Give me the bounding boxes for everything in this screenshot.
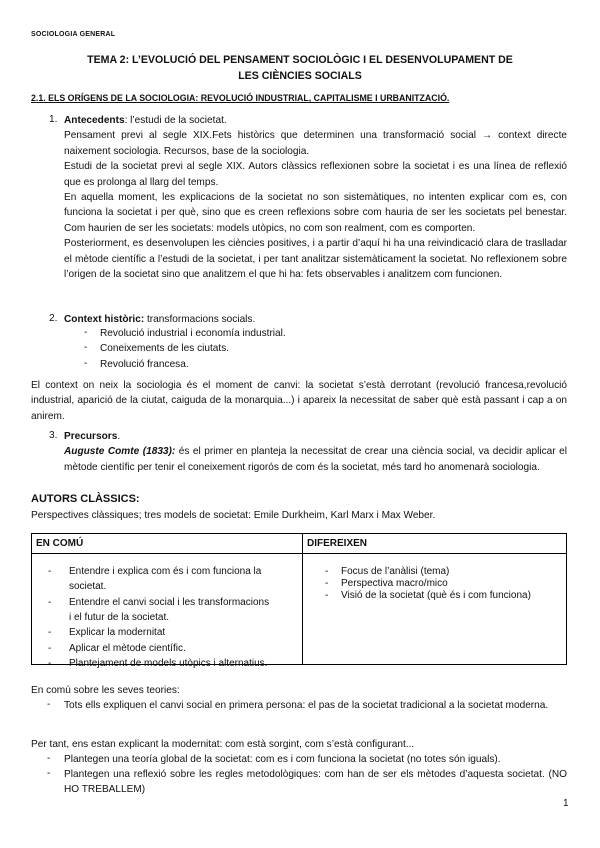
- item-2-label: Context històric:: [64, 314, 145, 325]
- bullet-dash: -: [325, 590, 329, 601]
- section-heading: 2.1. ELS ORÍGENS DE LA SOCIOLOGIA: REVOLUCIÓ INDUSTRIAL, CAPITALISME I URBANITZACIÓ.: [31, 93, 450, 103]
- item-1-paragraph: En aquella moment, les explicacions de la societat no son sistemàtiques, no intenten explicar com es, con funciona la societat i per què, sino que es creen reflexions sobre com hauria de ser les societats pel benestar. Com haurien de ser les societats: models utòpics, no com son realment, com es comporten.: [64, 192, 567, 234]
- table-list-item: Explicar la modernitat: [69, 627, 166, 638]
- item-2-number: 2.: [49, 313, 58, 324]
- bullet-dash: -: [48, 627, 52, 638]
- list-item: Revolució industrial i economía industrial.: [100, 328, 286, 339]
- table-list-item: Entendre el canvi social i les transformacions: [69, 597, 270, 608]
- item-1-paragraph: Estudi de la societat previ al segle XIX. Autors clàssics reflexionen sobre la societat i es una línea de reflexió que es prolonga al llarg del temps.: [64, 161, 567, 188]
- page-number: 1: [563, 798, 569, 809]
- bullet-dash: -: [84, 342, 88, 353]
- bullet-dash: -: [47, 753, 51, 764]
- comparison-table: [31, 533, 567, 669]
- bullet-dash: -: [48, 658, 52, 669]
- page-title: [60, 52, 540, 84]
- common-bullet: Tots ells expliquen el canvi social en primera persona: el pas de la societat tradicional a la societat moderna.: [64, 700, 549, 711]
- bullet-dash: -: [47, 699, 51, 710]
- table-header-differ: DIFEREIXEN: [303, 534, 567, 554]
- table-list-item: Focus de l’anàlisi (tema): [341, 566, 450, 577]
- item-2-label-rest: transformacions socials.: [144, 314, 256, 325]
- item-1-number: 1.: [49, 114, 58, 125]
- table-cell-common: [32, 554, 303, 669]
- table-list-item: Plantejament de models utòpics i alternatius.: [69, 658, 268, 669]
- item-3-text: és el primer en planteja la necessitat de crear una ciència social, va decidir aplicar el mètode científic per tenir el coneixement rigorós de com és la societat, més tard ho anomenarà sociologia.: [64, 446, 567, 473]
- item-3-label: Precursors: [64, 431, 118, 442]
- table-list-item: societat.: [69, 581, 107, 592]
- item-1-paragraph: Pensament previ al segle XIX.Fets històrics que determinen una transformació social → context directe naixement sociologia. Recursos, base de la sociologia.: [64, 130, 567, 157]
- item-3-block: [64, 429, 567, 475]
- bullet-dash: -: [48, 643, 52, 654]
- table-header-common: EN COMÚ: [32, 534, 303, 554]
- therefore-bullet: Plantegen una teoría global de la societat: com es i com funciona la societat (no totes són iguals).: [64, 754, 501, 765]
- authors-intro: Perspectives clàssiques; tres models de societat: Emile Durkheim, Karl Marx i Max Weber.: [31, 510, 436, 521]
- table-list-item: Aplicar el mètode científic.: [69, 643, 186, 654]
- bullet-dash: -: [48, 597, 52, 608]
- item-3-label-rest: .: [117, 431, 121, 442]
- bullet-dash: -: [47, 768, 51, 779]
- authors-heading: AUTORS CLÀSSICS:: [31, 493, 140, 505]
- list-item: Coneixements de les ciutats.: [100, 343, 230, 354]
- bullet-dash: -: [48, 566, 52, 577]
- common-intro: En comú sobre les seves teories:: [31, 685, 180, 696]
- item-1-block: [64, 113, 567, 282]
- therefore-bullet: Plantegen una reflexió sobre les regles metodològiques: com han de ser els mètodes d’aquesta societat. (NO HO TREBALLEM): [64, 769, 567, 796]
- bullet-dash: -: [325, 578, 329, 589]
- bullet-dash: -: [84, 327, 88, 338]
- bullet-dash: -: [325, 566, 329, 577]
- list-item: Revolució francesa.: [100, 359, 189, 370]
- table-list-item: i el futur de la societat.: [69, 612, 170, 623]
- item-1-paragraph: Posteriorment, es desenvolupen les ciències positives, i a partir d’aquí hi ha una reivindicació clara de traslladar el mètode científic a l’estudi de la societat, i per tant analitzar sistemàticament la societat. No reflexionem sobre l’origen de la societat sino que analitzem el que hi ha: fets observables i analitzem com funcionen.: [64, 238, 567, 281]
- title-line-1: TEMA 2: L’EVOLUCIÓ DEL PENSAMENT SOCIOLÒGIC I EL DESENVOLUPAMENT DE: [87, 54, 513, 66]
- table-cell-differ: [303, 554, 567, 665]
- course-header: SOCIOLOGIA GENERAL: [31, 31, 116, 38]
- item-3-number: 3.: [49, 430, 58, 441]
- table-list-item: Entendre i explica com és i com funciona la: [69, 566, 262, 577]
- author-name: Auguste Comte (1833):: [64, 446, 176, 458]
- item-1-label: Antecedents: [64, 115, 125, 126]
- title-line-2: LES CIÈNCIES SOCIALS: [238, 70, 362, 82]
- context-paragraph: El context on neix la sociologia és el moment de canvi: la societat s’està derrotant (revolució francesa,revolució industrial, aparició de la ciutat, caiguda de la monarquia...) i apareix la necessitat de saber què està passant i cap a on anirem.: [31, 380, 567, 422]
- table-list-item: Visió de la societat (què és i com funciona): [341, 590, 531, 601]
- table-list-item: Perspectiva macro/mico: [341, 578, 448, 589]
- item-1-label-rest: : l’estudi de la societat.: [124, 115, 227, 126]
- therefore-intro: Per tant, ens estan explicant la modernitat: com està sorgint, com s’està configurant...: [31, 739, 415, 750]
- bullet-dash: -: [84, 358, 88, 369]
